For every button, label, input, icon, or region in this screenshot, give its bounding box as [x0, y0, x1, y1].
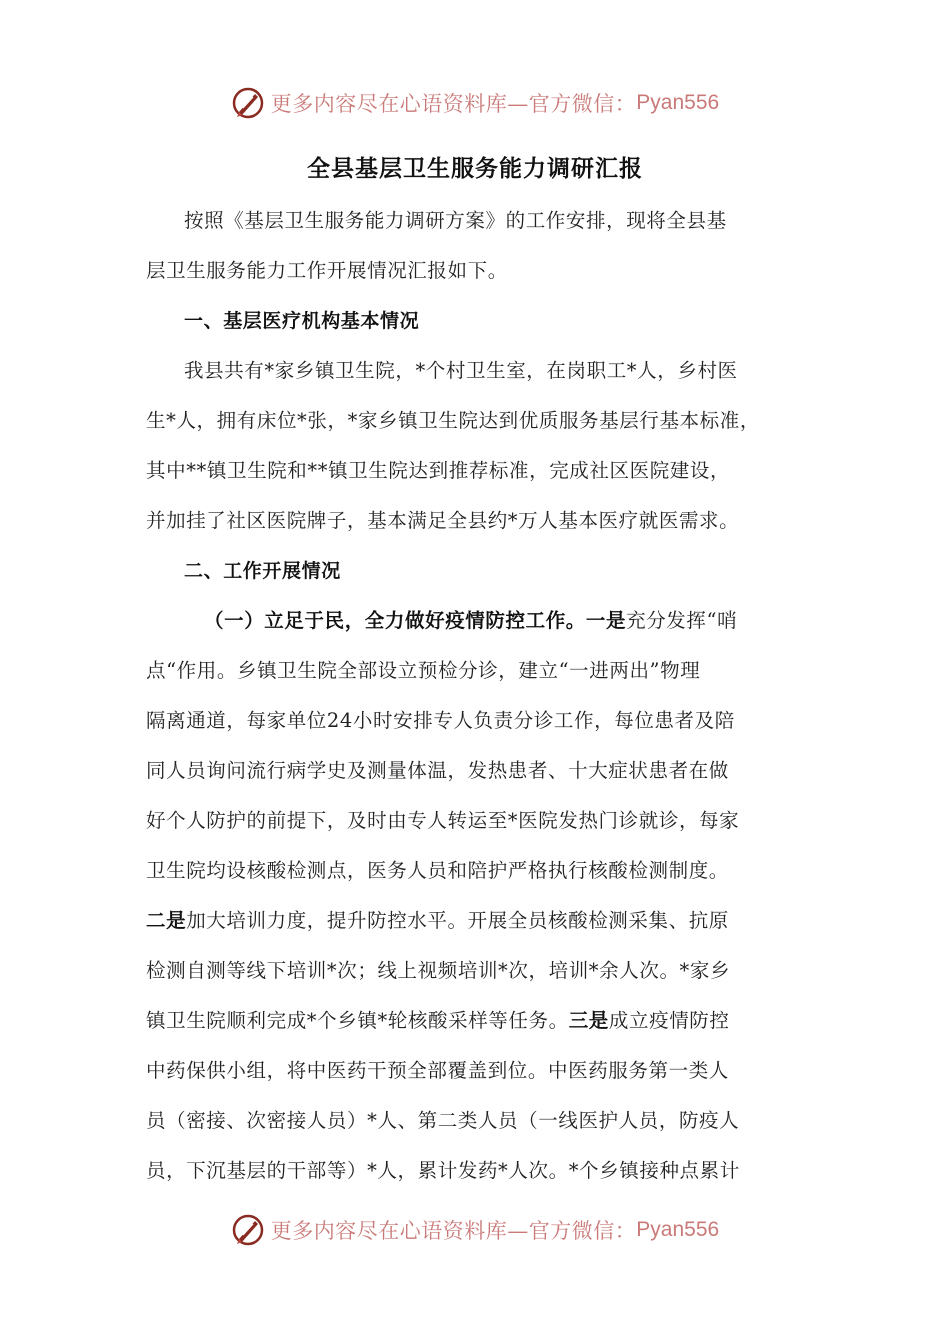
emphasis-label: 三是	[568, 1009, 609, 1032]
banner-wechat-id: Pyan556	[636, 1218, 720, 1241]
paragraph-line: 我县共有*家乡镇卫生院，*个村卫生室，在岗职工*人，乡村医	[184, 359, 738, 382]
paragraph-line: 好个人防护的前提下，及时由专人转运至*医院发热门诊就诊，每家	[146, 809, 740, 832]
paragraph-line: 卫生院均设核酸检测点，医务人员和陪护严格执行核酸检测制度。	[146, 859, 729, 882]
line-text: 加大培训力度，提升防控水平。开展全员核酸检测采集、抗原	[186, 909, 729, 932]
paragraph-line: 点“作用。乡镇卫生院全部设立预检分诊，建立“一进两出”物理	[146, 659, 701, 682]
paragraph-line	[146, 596, 810, 646]
paragraph-line: 生*人，拥有床位*张，*家乡镇卫生院达到优质服务基层行基本标准，	[146, 409, 760, 432]
pen-logo-icon	[231, 86, 265, 120]
section-heading: 一、基层医疗机构基本情况	[184, 310, 420, 332]
section-heading: 二、工作开展情况	[184, 560, 341, 582]
banner-wechat-id: Pyan556	[636, 91, 720, 114]
paragraph-line: 隔离通道，每家单位24小时安排专人负责分诊工作，每位患者及陪	[146, 709, 735, 732]
line-text: 充分发挥“哨	[626, 609, 738, 632]
pen-logo-icon	[231, 1213, 265, 1247]
paragraph-line: 员（密接、次密接人员）*人、第二类人员（一线医护人员，防疫人	[146, 1109, 740, 1132]
paragraph-line: 并加挂了社区医院牌子，基本满足全县约*万人基本医疗就医需求。	[146, 509, 740, 532]
paragraph-line: 按照《基层卫生服务能力调研方案》的工作安排，现将全县基	[184, 209, 727, 232]
paragraph-line: 中药保供小组，将中医药干预全部覆盖到位。中医药服务第一类人	[146, 1059, 729, 1082]
paragraph-line: 员，下沉基层的干部等）*人，累计发药*人次。*个乡镇接种点累计	[146, 1159, 740, 1182]
line-text: 成立疫情防控	[608, 1009, 730, 1032]
subsection-heading: （一）立足于民，全力做好疫情防控工作。一是	[204, 609, 627, 632]
banner-text: 更多内容尽在心语资料库—官方微信：	[270, 92, 637, 116]
paragraph-line: 其中**镇卫生院和**镇卫生院达到推荐标准，完成社区医院建设，	[146, 459, 731, 482]
paragraph-line: 同人员询问流行病学史及测量体温，发热患者、十大症状患者在做	[146, 759, 729, 782]
document-body	[146, 196, 810, 1196]
paragraph-line: 层卫生服务能力工作开展情况汇报如下。	[146, 259, 508, 282]
line-text: 镇卫生院顺利完成*个乡镇*轮核酸采样等任务。	[146, 1009, 569, 1032]
watermark-banner-bottom	[0, 1210, 950, 1250]
paragraph-line	[146, 996, 810, 1046]
document-title: 全县基层卫生服务能力调研汇报	[307, 156, 643, 182]
paragraph-line	[146, 896, 810, 946]
emphasis-label: 二是	[146, 909, 187, 932]
paragraph-line: 检测自测等线下培训*次；线上视频培训*次，培训*余人次。*家乡	[146, 959, 731, 982]
watermark-banner-top	[0, 83, 950, 123]
banner-text: 更多内容尽在心语资料库—官方微信：	[270, 1219, 637, 1243]
